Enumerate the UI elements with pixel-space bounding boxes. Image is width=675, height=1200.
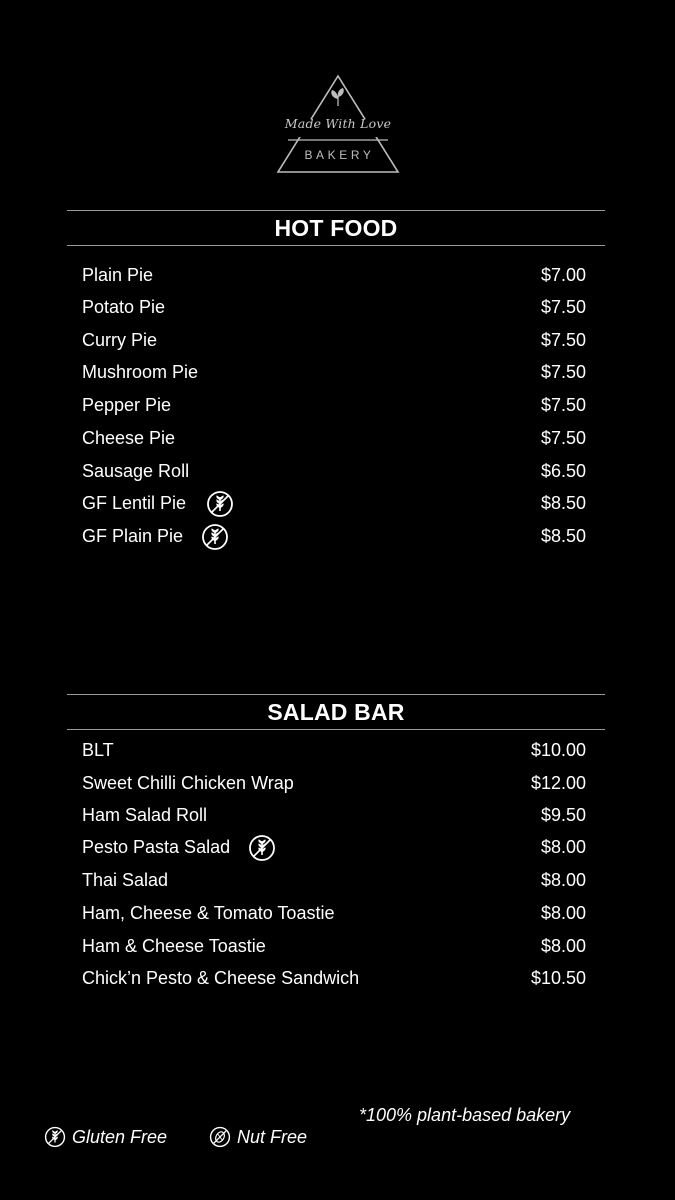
menu-item-price: $8.00 <box>540 903 586 923</box>
menu-item <box>82 327 586 353</box>
menu-item-name: Potato Pie <box>82 297 166 317</box>
menu-item-name: Ham Salad Roll <box>82 805 208 825</box>
salad-bar-top-rule <box>67 694 605 695</box>
menu-item-price: $7.50 <box>540 395 586 415</box>
menu-item-price: $7.50 <box>540 362 586 382</box>
menu-item-price: $7.50 <box>540 428 586 448</box>
plant-based-footnote: *100% plant-based bakery <box>359 1105 571 1125</box>
menu-item-name: GF Plain Pie <box>82 526 184 546</box>
menu-item-price: $8.00 <box>540 837 586 857</box>
leaf-sprout-icon <box>331 88 344 106</box>
salad-bar-bottom-rule <box>67 729 605 730</box>
menu-item <box>82 802 586 828</box>
menu-item-price: $10.50 <box>530 968 586 988</box>
menu-item-price: $7.50 <box>540 330 586 350</box>
gluten-free-icon <box>206 490 234 518</box>
menu-item <box>82 458 586 484</box>
nut-free-icon <box>209 1126 231 1148</box>
hot-food-bottom-rule <box>67 245 605 246</box>
menu-item-name: Thai Salad <box>82 870 169 890</box>
menu-item <box>82 770 586 796</box>
menu-item <box>82 523 586 549</box>
menu-item-name: Mushroom Pie <box>82 362 199 382</box>
menu-item-name: Ham, Cheese & Tomato Toastie <box>82 903 335 923</box>
menu-item-name: Pesto Pasta Salad <box>82 837 231 857</box>
hot-food-top-rule <box>67 210 605 211</box>
legend-label: Gluten Free <box>72 1127 168 1147</box>
menu-item-name: Pepper Pie <box>82 395 172 415</box>
menu-item-price: $7.00 <box>540 265 586 285</box>
menu-item <box>82 392 586 418</box>
menu-item <box>82 490 586 516</box>
menu-item-name: Chick’n Pesto & Cheese Sandwich <box>82 968 360 988</box>
gluten-free-icon <box>201 523 229 551</box>
menu-item-name: Sweet Chilli Chicken Wrap <box>82 773 294 793</box>
legend-label: Nut Free <box>237 1127 308 1147</box>
menu-item-name: BLT <box>82 740 114 760</box>
menu-item-price: $7.50 <box>540 297 586 317</box>
bakery-logo <box>274 72 402 176</box>
menu-item-name: Ham & Cheese Toastie <box>82 936 266 956</box>
logo-wordmark: BAKERY <box>304 148 375 162</box>
menu-item <box>82 933 586 959</box>
menu-item-price: $8.50 <box>540 526 586 546</box>
menu-item-name: Cheese Pie <box>82 428 176 448</box>
menu-item <box>82 294 586 320</box>
menu-item <box>82 425 586 451</box>
menu-item-price: $10.00 <box>530 740 586 760</box>
salad-bar-title: SALAD BAR <box>267 699 405 725</box>
menu-item <box>82 900 586 926</box>
menu-item-price: $6.50 <box>540 461 586 481</box>
menu-item-price: $8.00 <box>540 936 586 956</box>
gluten-free-icon <box>44 1126 66 1148</box>
menu-item-name: Curry Pie <box>82 330 158 350</box>
logo-script-name: Made With Love <box>284 116 392 131</box>
menu-item <box>82 262 586 288</box>
menu-item <box>82 737 586 763</box>
hot-food-title: HOT FOOD <box>274 215 398 241</box>
menu-item-price: $8.50 <box>540 493 586 513</box>
menu-item-price: $8.00 <box>540 870 586 890</box>
menu-item-price: $12.00 <box>530 773 586 793</box>
menu-item <box>82 834 586 860</box>
menu-item-price: $9.50 <box>540 805 586 825</box>
menu-item <box>82 359 586 385</box>
menu-item <box>82 965 586 991</box>
gluten-free-icon <box>248 834 276 862</box>
menu-item-name: Plain Pie <box>82 265 154 285</box>
menu-item <box>82 867 586 893</box>
menu-item-name: Sausage Roll <box>82 461 190 481</box>
menu-item-name: GF Lentil Pie <box>82 493 187 513</box>
